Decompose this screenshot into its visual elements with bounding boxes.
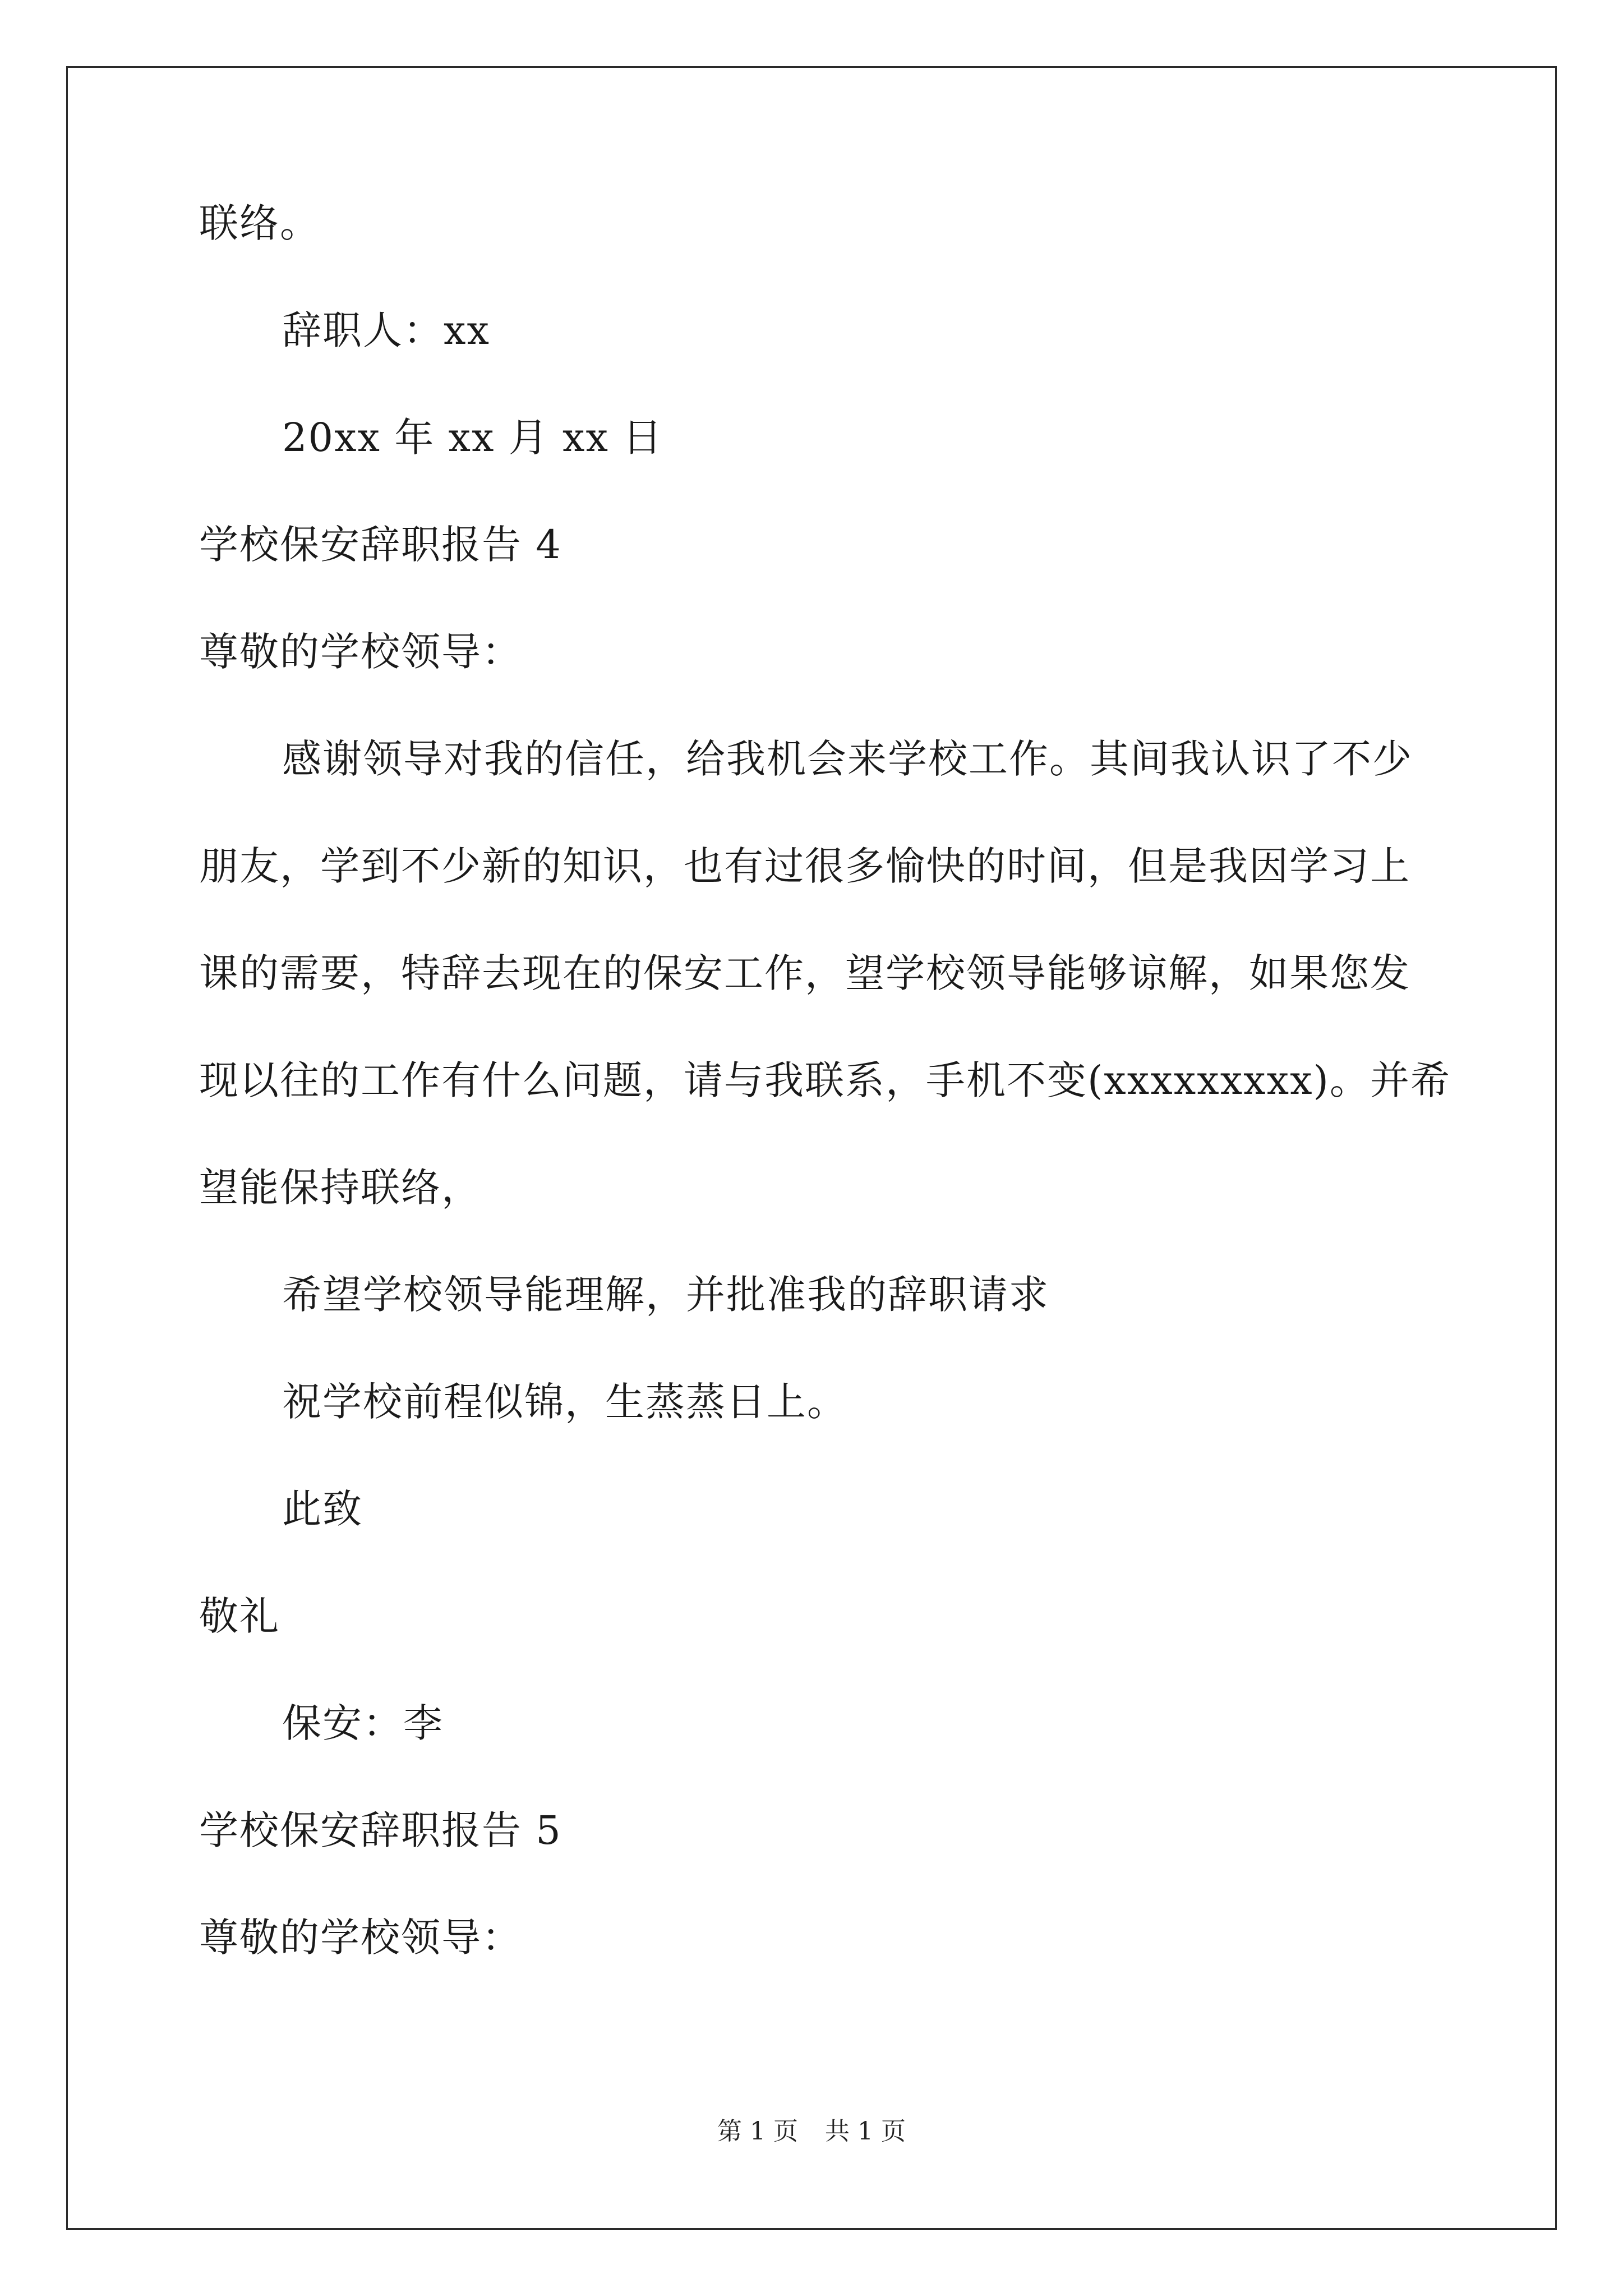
date-line: 20xx 年 xx 月 xx 日 [282,415,663,461]
section-heading: 学校保安辞职报告 5 [199,1807,562,1853]
body-paragraph [199,732,1451,1214]
page-footer [0,2115,1623,2148]
page-count: 共 1 页 [825,2117,906,2146]
resigner-line: 辞职人：xx [282,307,490,353]
text-line: 联络。 [199,200,320,246]
document-body [199,196,1451,2018]
signature-line: 保安：李 [282,1700,444,1746]
text-line: 祝学校前程似锦，生蒸蒸日上。 [282,1379,847,1425]
paragraph-row: 望能保持联络， [199,1165,482,1211]
closing-salute: 敬礼 [199,1593,280,1639]
paragraph-row: 现以往的工作有什么问题，请与我联系，手机不变(xxxxxxxxx)。并希 [199,1057,1451,1103]
section-heading: 学校保安辞职报告 4 [199,522,562,568]
text-line: 希望学校领导能理解，并批准我的辞职请求 [282,1272,1049,1318]
paragraph-row: 感谢领导对我的信任，给我机会来学校工作。其间我认识了不少 [282,736,1413,782]
paragraph-row: 课的需要，特辞去现在的保安工作，望学校领导能够谅解，如果您发 [199,950,1410,996]
paragraph-row: 朋友，学到不少新的知识，也有过很多愉快的时间，但是我因学习上 [199,843,1410,889]
salutation: 尊敬的学校领导： [199,1915,522,1961]
page-number: 第 1 页 [717,2117,798,2146]
salutation: 尊敬的学校领导： [199,629,522,675]
closing-line: 此致 [282,1486,363,1532]
